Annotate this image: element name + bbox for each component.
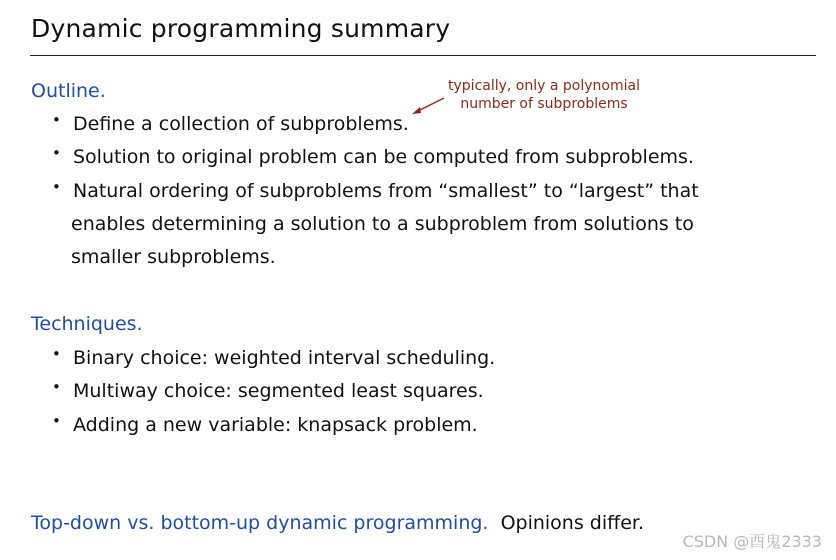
outline-item-3-line-3: smaller subproblems. — [71, 246, 276, 269]
outline-item-3-line-2: enables determining a solution to a subproblem from solutions to — [71, 212, 694, 235]
list-item — [52, 342, 812, 375]
slide-title: Dynamic programming summary — [31, 14, 451, 43]
watermark: CSDN @酉鬼2333 — [682, 532, 822, 551]
bullet-icon: • — [52, 411, 61, 430]
annotation-line-1: typically, only a polynomial — [448, 78, 640, 94]
list-item — [52, 375, 812, 408]
title-divider — [30, 55, 816, 56]
bullet-icon: • — [52, 345, 61, 363]
bullet-icon: • — [52, 378, 61, 397]
techniques-list — [52, 342, 812, 442]
list-item — [52, 108, 812, 141]
bullet-icon: • — [52, 177, 61, 196]
annotation-line-2: number of subproblems — [460, 96, 628, 112]
technique-item-3: Adding a new variable: knapsack problem. — [73, 413, 478, 436]
bullet-icon: • — [52, 144, 61, 163]
bullet-icon: • — [52, 111, 61, 129]
technique-item-2: Multiway choice: segmented least squares. — [73, 380, 484, 403]
technique-item-1: Binary choice: weighted interval scheduling. — [73, 347, 496, 369]
outline-list — [52, 108, 812, 274]
conclusion-line — [31, 512, 644, 534]
list-item — [52, 175, 812, 275]
outline-item-1-line-1: Define a collection of subproblems. — [73, 113, 409, 135]
outline-item-2-line-1: Solution to original problem can be computed from subproblems. — [73, 146, 694, 169]
techniques-heading: Techniques. — [31, 313, 143, 335]
outline-heading: Outline. — [31, 80, 106, 102]
outline-item-3-line-1: Natural ordering of subproblems from “smallest” to “largest” that — [73, 179, 699, 202]
conclusion-text: Opinions differ. — [500, 512, 645, 534]
list-item — [52, 409, 812, 442]
conclusion-heading: Top-down vs. bottom-up dynamic programming. — [31, 512, 489, 534]
list-item — [52, 141, 812, 174]
